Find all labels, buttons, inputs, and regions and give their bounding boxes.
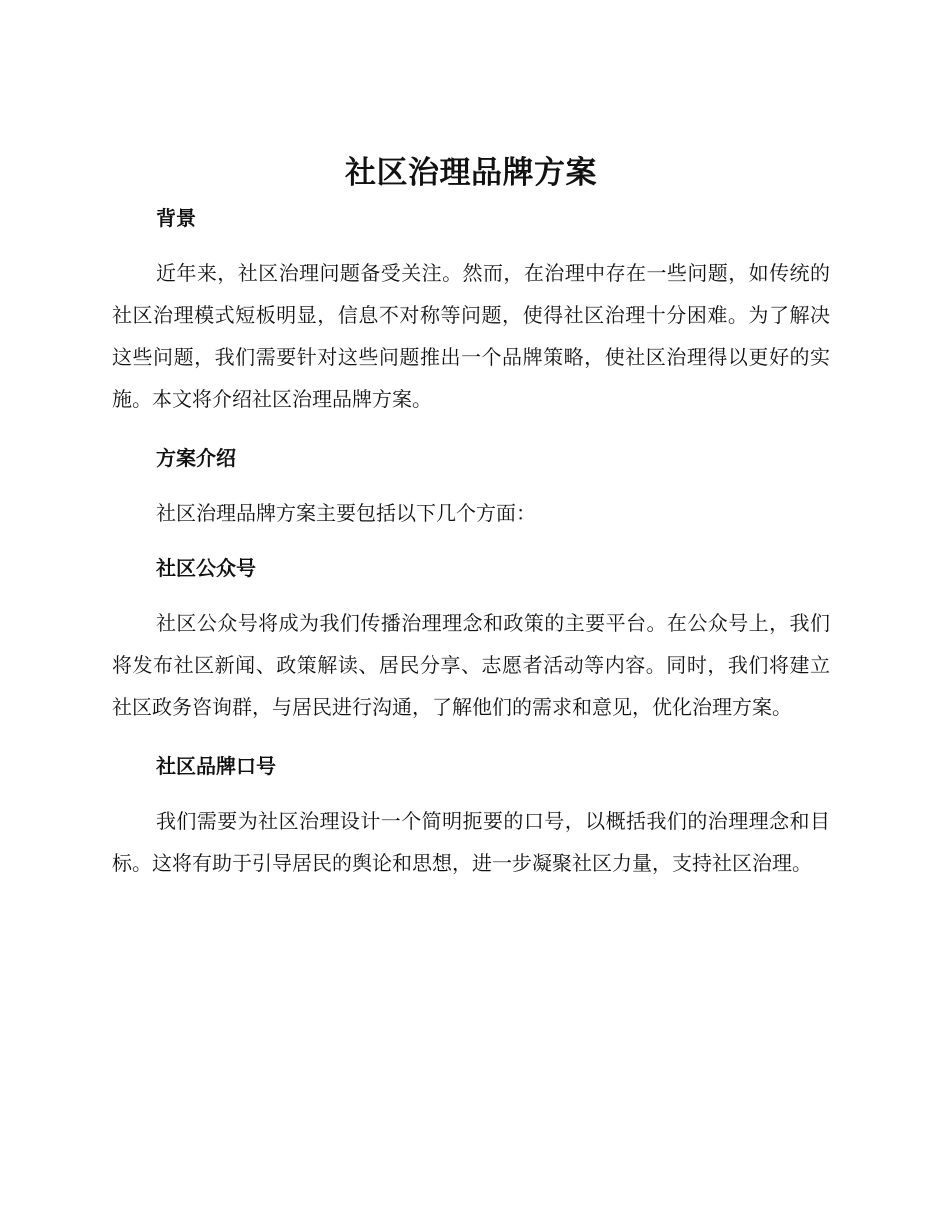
section-heading-plan-intro: 方案介绍 bbox=[156, 446, 236, 470]
section-heading-official-account: 社区公众号 bbox=[156, 556, 256, 580]
paragraph-background: 近年来，社区治理问题备受关注。然而，在治理中存在一些问题，如传统的社区治理模式短板明显，信息不对称等问题，使得社区治理十分困难。为了解决这些问题，我们需要针对这些问题推出一个品牌策略，使社区治理得以更好的实施。本文将介绍社区治理品牌方案。 bbox=[112, 261, 830, 411]
paragraph-official-account: 社区公众号将成为我们传播治理理念和政策的主要平台。在公众号上，我们将发布社区新闻、政策解读、居民分享、志愿者活动等内容。同时，我们将建立社区政务咨询群，与居民进行沟通，了解他们的需求和意见，优化治理方案。 bbox=[112, 611, 830, 719]
paragraph-plan-intro: 社区治理品牌方案主要包括以下几个方面： bbox=[156, 501, 536, 525]
section-heading-brand-slogan: 社区品牌口号 bbox=[156, 754, 276, 778]
paragraph-brand-slogan: 我们需要为社区治理设计一个简明扼要的口号，以概括我们的治理理念和目标。这将有助于引导居民的舆论和思想，进一步凝聚社区力量，支持社区治理。 bbox=[112, 809, 830, 875]
document-page bbox=[112, 148, 830, 884]
section-heading-background: 背景 bbox=[156, 206, 196, 230]
document-title: 社区治理品牌方案 bbox=[345, 155, 597, 191]
